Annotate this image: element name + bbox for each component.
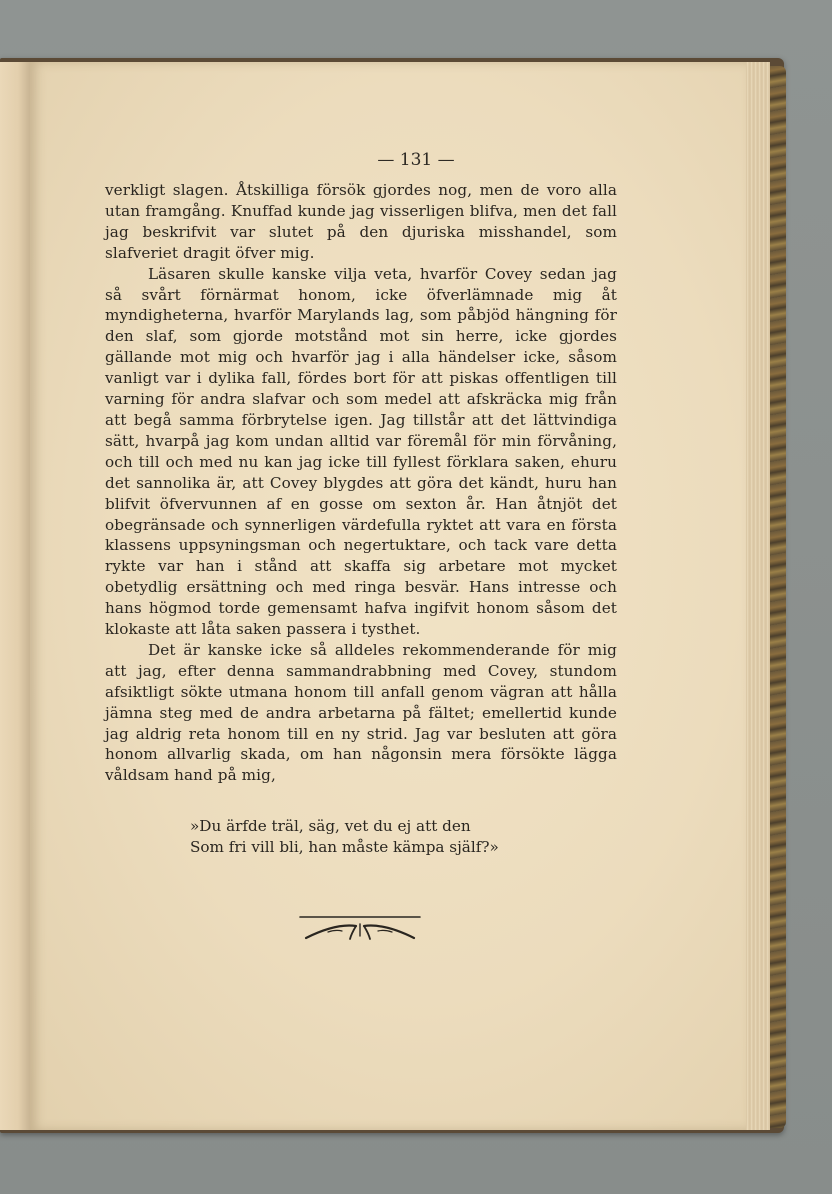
verse-line: »Du ärfde träl, säg, vet du ej att den [190,817,471,835]
page-number: — 131 — [377,150,455,170]
paragraph: verkligt slagen. Åtskilliga försök gjordes nog, men de voro alla utan framgång. Knuffad kunde jag visserligen blifva, men det fall jag beskrifvit var slutet på den djuriska misshandel, som slafveriet dragit öfver mig. [105,181,617,262]
verse-line: Som fri vill bli, han måste kämpa själf?» [190,838,499,856]
verse-quote [190,816,590,858]
paragraph: Det är kanske icke så alldeles rekommenderande för mig att jag, efter denna sammandrabbning med Covey, stundom afsiktligt sökte utmana honom till anfall genom vägran att hålla jämna steg med de andra arbetarna på fältet; emellertid kunde jag aldrig reta honom till en ny strid. Jag var besluten att göra honom allvarlig skada, om han någonsin mera försökte lägga våldsam hand på mig, [105,640,617,785]
body-text [105,180,617,786]
facing-page-edge [0,62,30,1130]
decorative-flourish-icon [298,914,422,942]
paragraph: Läsaren skulle kanske vilja veta, hvarför Covey sedan jag så svårt förnärmat honom, icke öfverlämnade mig åt myndigheterna, hvarför Marylands lag, som påbjöd hängning för den slaf, som gjorde motstånd mot sin herre, icke gjordes gällande mot mig och hvarför jag i alla händelser icke, såsom vanligt var i dylika fall, fördes bort för att piskas offentligen till varning för andra slafvar och som medel att afskräcka mig från att begå samma förbrytelse igen. Jag tillstår att det lättvindiga sätt, hvarpå jag kom undan alltid var föremål för min förvåning, och till och med nu kan jag icke till fyllest förklara saken, ehuru det sannolika är, att Covey blygdes att göra det kändt, huru han blifvit öfvervunnen af en gosse om sexton år. Han åtnjöt det obegränsade och synnerligen värdefulla ryktet att vara en första klassens uppsyningsman och negertuktare, och tack vare detta rykte var han i stånd att skaffa sig arbetare mot mycket obetydlig ersättning och med ringa besvär. Hans intresse och hans högmod torde gemensamt hafva ingifvit honom såsom det klokaste att låta saken passera i tysthet. [105,264,617,639]
